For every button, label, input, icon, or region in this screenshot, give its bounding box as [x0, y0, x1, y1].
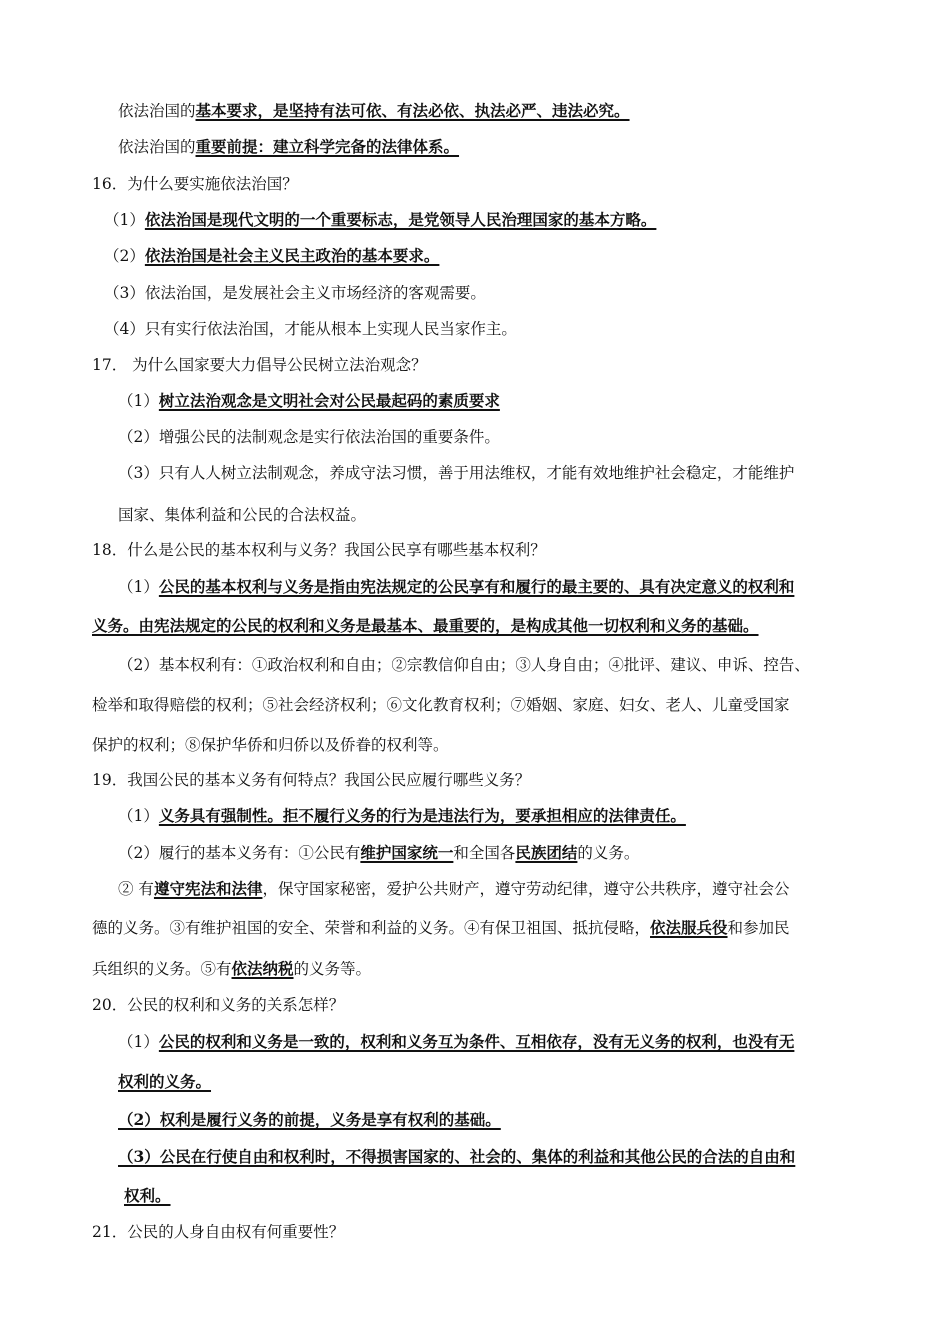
- line-rule-of-law-requirement: [118, 101, 630, 121]
- key-point-text: 维护国家统一: [360, 843, 454, 862]
- answer-16-4: （4）只有实行依法治国，才能从根本上实现人民当家作主。: [104, 320, 517, 338]
- key-point-text: 重要前提：建立科学完备的法律体系。: [195, 137, 460, 156]
- answer-20-1-line2: 权利的义务。: [118, 1072, 212, 1091]
- item-number: （1）: [118, 392, 159, 410]
- answer-18-1-line2: 义务。由宪法规定的公民的权利和义务是最基本、最重要的，是构成其他一切权利和义务的基础。: [92, 616, 759, 635]
- answer-18-2-line2: 检举和取得赔偿的权利；⑤社会经济权利；⑥文化教育权利；⑦婚姻、家庭、妇女、老人、儿童受国家: [92, 696, 790, 714]
- answer-20-2: （2）权利是履行义务的前提，义务是享有权利的基础。: [118, 1110, 501, 1129]
- line-rule-of-law-premise: [118, 137, 459, 157]
- answer-18-2-line1: （2）基本权利有：①政治权利和自由；②宗教信仰自由；③人身自由；④批评、建议、申诉、控告、: [118, 656, 810, 674]
- key-point-text: 公民的权利和义务是一致的，权利和义务互为条件、互相依存，没有无义务的权利，也没有无: [158, 1032, 795, 1051]
- answer-17-1: [118, 391, 500, 411]
- key-point-text: 树立法治观念是文明社会对公民最起码的素质要求: [158, 391, 500, 410]
- line-text: 和全国各: [453, 844, 516, 862]
- line-text: 和参加民: [727, 919, 790, 937]
- line-text: 依法治国的: [118, 138, 196, 156]
- key-point-text: 依法治国是现代文明的一个重要标志，是党领导人民治理国家的基本方略。: [144, 210, 657, 229]
- answer-19-3-line2: [92, 918, 790, 938]
- line-text: 德的义务。③有维护祖国的安全、荣誉和利益的义务。④有保卫祖国、抵抗侵略，: [92, 919, 651, 937]
- answer-17-3-line1: （3）只有人人树立法制观念，养成守法习惯，善于用法维权，才能有效地维护社会稳定，才能维护: [118, 464, 795, 482]
- item-number: （1）: [118, 578, 159, 596]
- question-20: 20．公民的权利和义务的关系怎样？: [92, 996, 345, 1014]
- answer-19-3-line3: [92, 959, 371, 979]
- answer-17-3-line2: 国家、集体利益和公民的合法权益。: [118, 506, 367, 524]
- question-16: 16．为什么要实施依法治国？: [92, 175, 298, 193]
- answer-20-1-line1: [118, 1032, 794, 1052]
- answer-19-3-line1: [118, 879, 789, 899]
- key-point-text: 依法纳税: [231, 959, 294, 978]
- question-21: 21．公民的人身自由权有何重要性？: [92, 1223, 345, 1241]
- key-point-text: 义务具有强制性。拒不履行义务的行为是违法行为，要承担相应的法律责任。: [158, 806, 686, 825]
- answer-16-3: （3）依法治国，是发展社会主义市场经济的客观需要。: [104, 284, 486, 302]
- question-17: 17． 为什么国家要大力倡导公民树立法治观念？: [92, 356, 427, 374]
- line-text: ，保守国家秘密，爱护公共财产，遵守劳动纪律，遵守公共秩序，遵守社会公: [262, 880, 790, 898]
- item-number: （1）: [104, 211, 145, 229]
- answer-20-3-line2: 权利。: [124, 1186, 171, 1205]
- key-point-text: 依法服兵役: [650, 918, 728, 937]
- key-point-text: 民族团结: [515, 843, 578, 862]
- question-19: 19．我国公民的基本义务有何特点？我国公民应履行哪些义务？: [92, 771, 531, 789]
- line-text: 兵组织的义务。⑤有: [92, 960, 232, 978]
- line-text: 的义务等。: [293, 960, 372, 978]
- answer-20-3-line1: （3）公民在行使自由和权利时，不得损害国家的、社会的、集体的利益和其他公民的合法的自由和: [118, 1147, 796, 1166]
- answer-19-1: [118, 806, 686, 826]
- line-text: （2）履行的基本义务有：①公民有: [118, 844, 361, 862]
- line-text: 的义务。: [577, 844, 640, 862]
- answer-19-2: [118, 843, 639, 863]
- key-point-text: 依法治国是社会主义民主政治的基本要求。: [144, 246, 440, 265]
- line-text: ② 有: [118, 880, 154, 898]
- key-point-text: 基本要求，是坚持有法可依、有法必依、执法必严、违法必究。: [195, 101, 630, 120]
- item-number: （1）: [118, 807, 159, 825]
- answer-16-2: [104, 246, 439, 266]
- key-point-text: 公民的基本权利与义务是指由宪法规定的公民享有和履行的最主要的、具有决定意义的权利和: [158, 577, 795, 596]
- answer-18-2-line3: 保护的权利；⑧保护华侨和归侨以及侨眷的权利等。: [92, 736, 449, 754]
- key-point-text: 遵守宪法和法律: [153, 879, 263, 898]
- item-number: （1）: [118, 1033, 159, 1051]
- question-18: 18．什么是公民的基本权利与义务？我国公民享有哪些基本权利？: [92, 541, 546, 559]
- line-text: 依法治国的: [118, 102, 196, 120]
- answer-16-1: [104, 210, 656, 230]
- answer-17-2: （2）增强公民的法制观念是实行依法治国的重要条件。: [118, 428, 500, 446]
- answer-18-1-line1: [118, 577, 794, 597]
- item-number: （2）: [104, 247, 145, 265]
